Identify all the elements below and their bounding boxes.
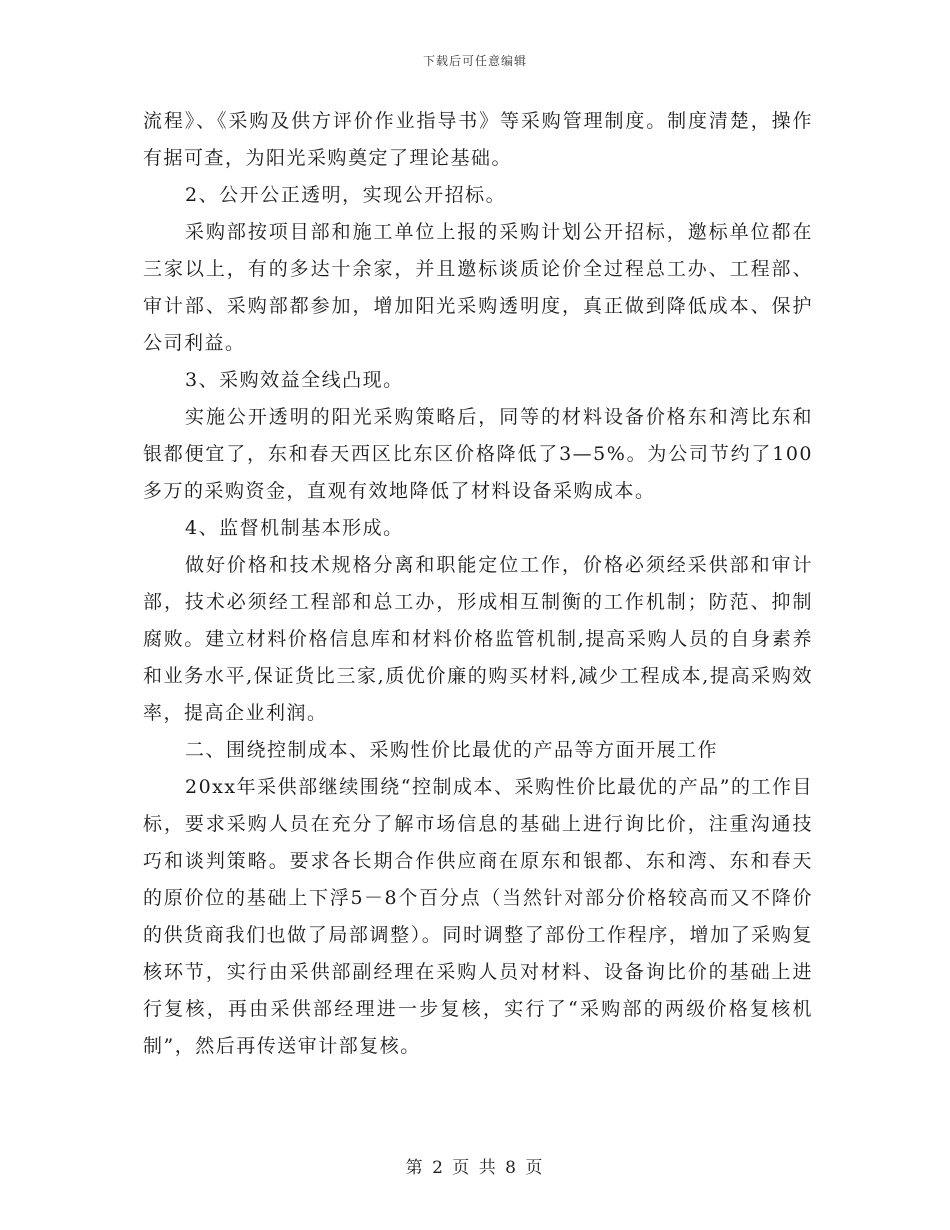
- paragraph-2: 2、公开公正透明，实现公开招标。: [185, 184, 507, 206]
- paragraph-8: 二、围绕控制成本、采购性价比最优的产品等方面开展工作: [185, 739, 719, 761]
- document-body: [143, 103, 813, 1065]
- paragraph-5: 实施公开透明的阳光采购策略后，同等的材料设备价格东和湾比东和银都便宜了，东和春天西区比东区价格降低了3—5%。为公司节约了100多万的采购资金，直观有效地降低了材料设备采购成本。: [143, 406, 813, 502]
- page-footer: 第 2 页 共 8 页: [405, 1158, 545, 1178]
- paragraph-9: 20xx年采供部继续围绕“控制成本、采购性价比最优的产品”的工作目标，要求采购人员在充分了解市场信息的基础上进行询比价，注重沟通技巧和谈判策略。要求各长期合作供应商在原东和银都、东和湾、东和春天的原价位的基础上下浮5－8个百分点（当然针对部分价格较高而又不降价的供货商我们也做了局部调整）。同时调整了部份工作程序，增加了采购复核环节，实行由采供部副经理在采购人员对材料、设备询比价的基础上进行复核，再由采供部经理进一步复核，实行了“采购部的两级价格复核机制”，然后再传送审计部复核。: [143, 776, 813, 1057]
- paragraph-1: 流程》、《采购及供方评价作业指导书》等采购管理制度。制度清楚，操作有据可查，为阳光采购奠定了理论基础。: [143, 110, 813, 169]
- paragraph-3: 采购部按项目部和施工单位上报的采购计划公开招标，邀标单位都在三家以上，有的多达十余家，并且邀标谈质论价全过程总工办、工程部、审计部、采购部都参加，增加阳光采购透明度，真正做到降低成本、保护公司利益。: [143, 221, 813, 354]
- paragraph-4: 3、采购效益全线凸现。: [185, 369, 404, 391]
- paragraph-6: 4、监督机制基本形成。: [185, 517, 404, 539]
- paragraph-7: 做好价格和技术规格分离和职能定位工作，价格必须经采供部和审计部，技术必须经工程部和总工办，形成相互制衡的工作机制；防范、抑制腐败。建立材料价格信息库和材料价格监管机制,提高采购人员的自身素养和业务水平,保证货比三家,质优价廉的购买材料,减少工程成本,提高采购效率，提高企业利润。: [143, 554, 813, 724]
- page-header: 下载后可任意编辑: [422, 54, 527, 68]
